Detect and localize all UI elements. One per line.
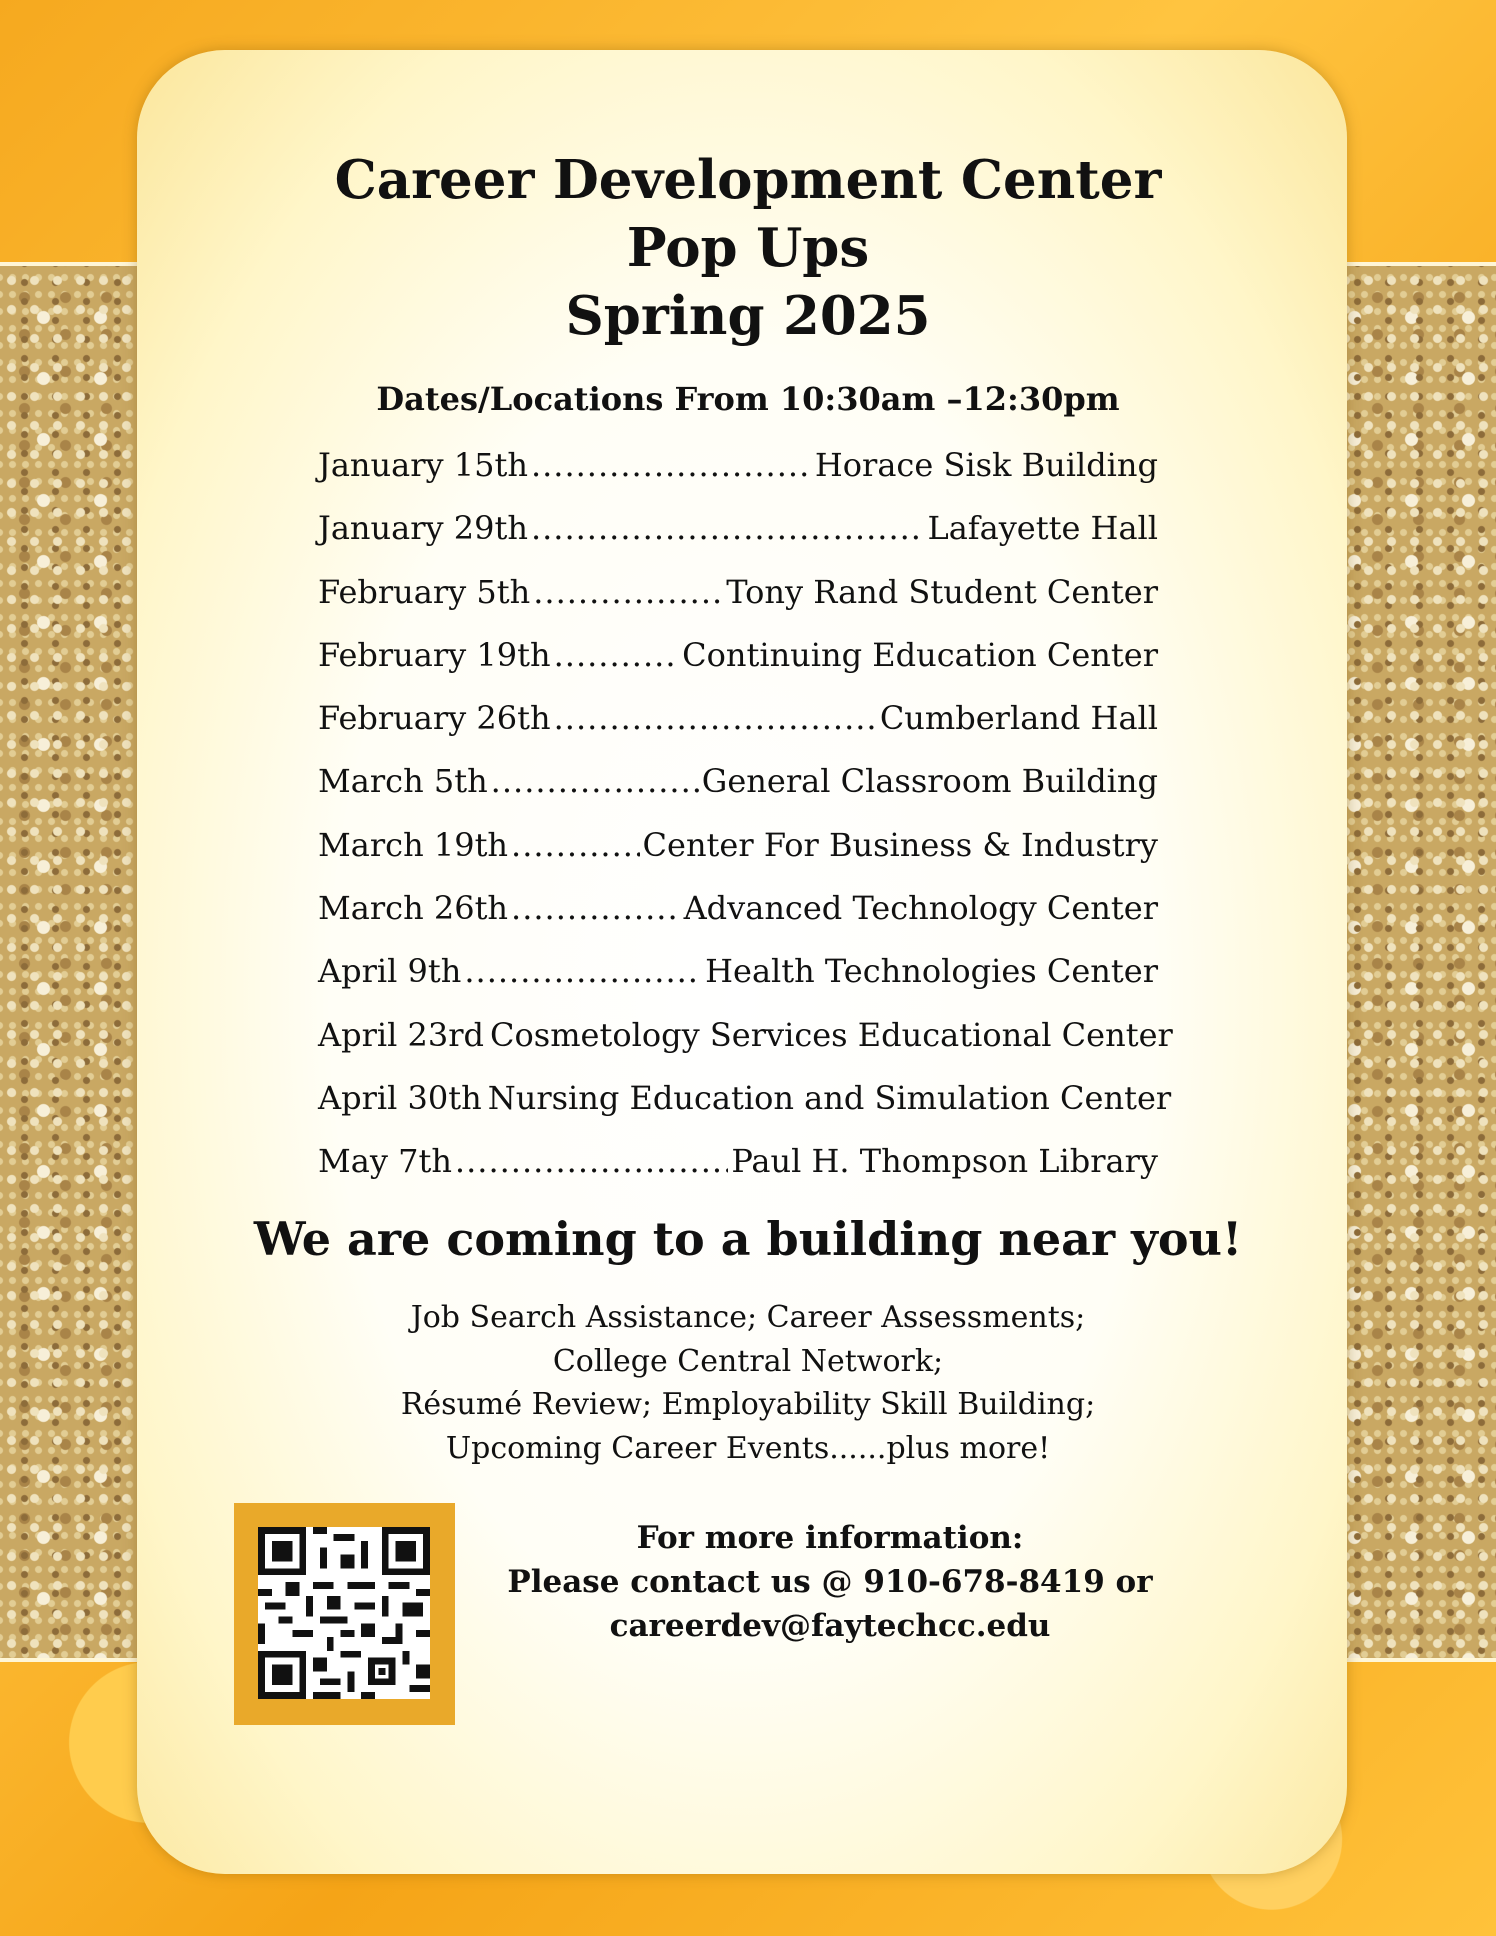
services-line-4: Upcoming Career Events......plus more! [445,1430,1051,1466]
schedule-date: January 15th [318,446,528,484]
qr-code-icon[interactable] [258,1527,430,1699]
schedule-list [318,446,1173,1206]
schedule-row [318,509,1158,572]
schedule-date: March 19th [318,825,509,864]
dot-leader [464,952,702,990]
dot-leader [531,446,812,484]
schedule-row [318,952,1158,1015]
title-line-3: Spring 2025 [565,285,931,347]
schedule-date: March 26th [318,889,509,928]
dot-leader [511,826,639,864]
schedule-row [318,699,1158,762]
schedule-location: Horace Sisk Building [814,446,1158,484]
contact-line-2: Please contact us @ 910-678-8419 or [507,1564,1153,1600]
schedule-date: April 30th [318,1078,482,1117]
tagline: We are coming to a building near you! [253,1212,1243,1266]
services-list [0,1296,1496,1470]
schedule-location: Advanced Technology Center [683,889,1158,928]
title-line-2: Pop Ups [626,217,870,279]
schedule-row [318,446,1158,509]
dot-leader [491,762,699,800]
services-line-1: Job Search Assistance; Career Assessments; [410,1300,1086,1335]
schedule-location: Paul H. Thompson Library [731,1142,1158,1181]
schedule-location: Lafayette Hall [927,509,1158,548]
schedule-row [318,889,1158,952]
dot-leader [554,636,680,674]
schedule-date: February 26th [318,699,551,738]
schedule-row [318,573,1158,636]
schedule-location: Nursing Education and Simulation Center [487,1078,1172,1117]
schedule-row [318,826,1158,889]
contact-line-1: For more information: [636,1520,1024,1556]
schedule-date: April 9th [318,952,462,991]
flyer-title [0,146,1496,350]
schedule-heading: Dates/Locations From 10:30am –12:30pm [376,380,1120,418]
dot-leader [455,1142,728,1180]
dot-leader [554,699,877,737]
schedule-row [318,762,1158,825]
qr-code-frame [234,1503,455,1725]
schedule-date: January 29th [318,509,528,548]
dot-leader [531,509,925,547]
schedule-row [318,1142,1158,1205]
schedule-location: Cosmetology Services Educational Center [490,1015,1173,1054]
schedule-date: April 23rd [318,1015,485,1054]
title-line-1: Career Development Center [334,149,1162,211]
contact-email[interactable]: careerdev@faytechcc.edu [609,1608,1051,1644]
contact-info [460,1516,1200,1648]
schedule-location: Continuing Education Center [682,635,1158,674]
schedule-location: Center For Business & Industry [642,825,1158,864]
services-line-3: Résumé Review; Employability Skill Building; [400,1387,1096,1422]
schedule-row [318,636,1158,699]
services-line-2: College Central Network; [552,1343,944,1379]
schedule-date: February 5th [318,572,531,611]
schedule-location: Cumberland Hall [879,699,1158,738]
schedule-row [318,1015,1173,1079]
schedule-date: May 7th [318,1142,452,1181]
schedule-location: Health Technologies Center [705,952,1158,991]
schedule-location: General Classroom Building [701,762,1158,801]
dot-leader [533,573,723,611]
schedule-date: March 5th [318,762,488,801]
schedule-date: February 19th [318,635,551,674]
schedule-row [318,1078,1172,1142]
schedule-location: Tony Rand Student Center [726,572,1158,611]
dot-leader [511,889,681,927]
